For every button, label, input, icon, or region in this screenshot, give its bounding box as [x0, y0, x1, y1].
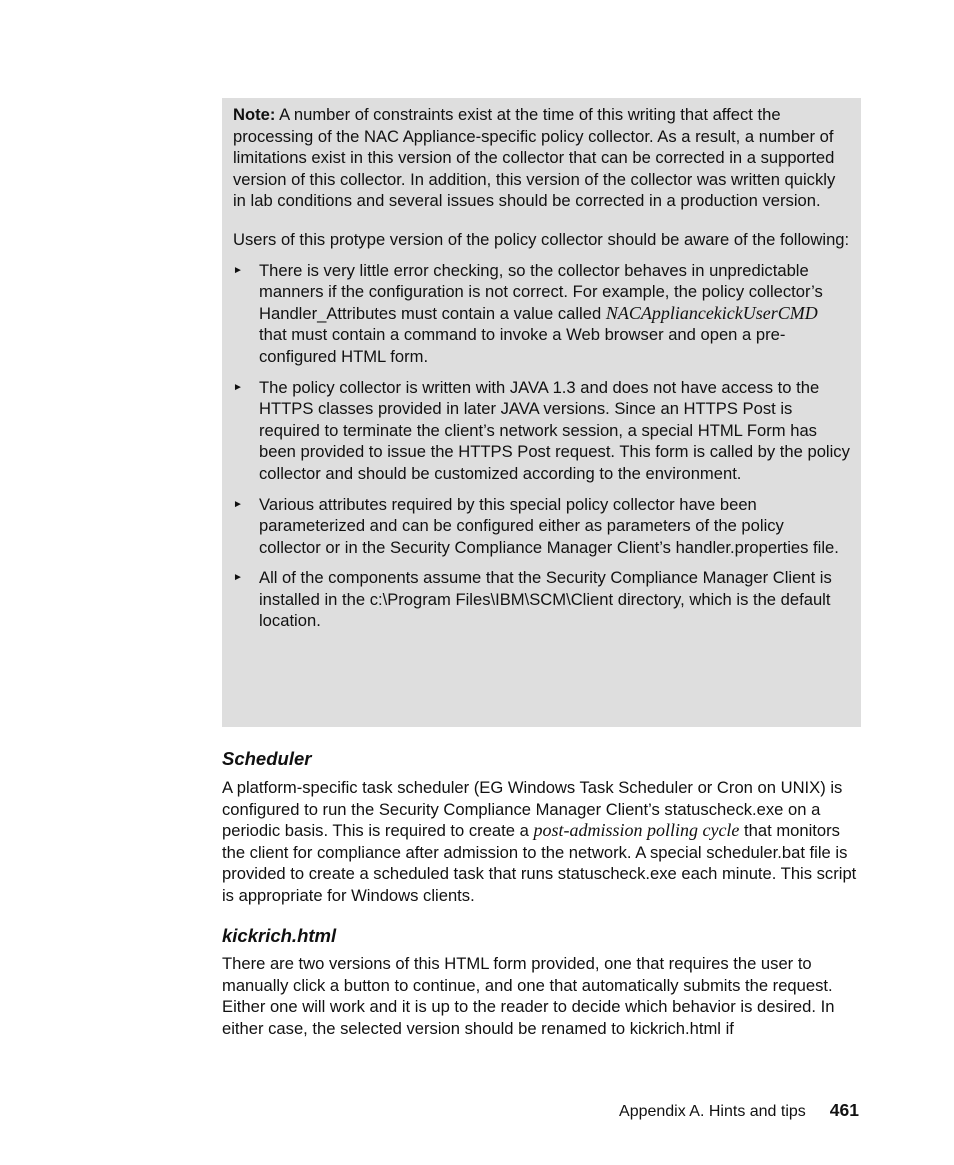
bullet-text: Various attributes required by this special policy collector have been parameterized and can be configured either as parameters of the policy collector or in the Security Compliance Manager Client’s handler.properties file.	[259, 494, 839, 557]
triangle-bullet-icon: ►	[233, 264, 243, 276]
page-number: 461	[829, 1100, 859, 1120]
note-paragraph-2: Users of this protype version of the policy collector should be aware of the following:	[233, 229, 850, 249]
note-box	[222, 98, 861, 727]
triangle-bullet-icon: ►	[233, 572, 243, 584]
scheduler-text: that monitors the client for compliance after admission to the network. A special scheduler.bat file is provided to create a scheduled task that runs statuscheck.exe each minute. This script is appropriate for Windows clients.	[222, 821, 857, 905]
page-footer	[619, 1100, 859, 1121]
note-paragraph-1	[233, 104, 850, 212]
bullet-item-error-checking	[233, 260, 850, 368]
bullet-item-java	[233, 377, 850, 485]
kickrich-paragraph: There are two versions of this HTML form provided, one that requires the user to manually click a button to continue, and one that automatically submits the request. Either one will work and it is up to the reader to decide which behavior is desired. In either case, the selected version should be renamed to kickrich.html if	[222, 954, 835, 1038]
scheduler-emphasis: post-admission polling cycle	[533, 820, 740, 841]
scheduler-paragraph	[222, 777, 867, 907]
footer-section-title: Appendix A. Hints and tips	[619, 1103, 806, 1120]
note-label: Note:	[233, 105, 276, 124]
note-bullet-list	[233, 260, 850, 633]
bullet-text: All of the components assume that the Security Compliance Manager Client is installed in the c:\Program Files\IBM\SCM\Client directory, which is the default location.	[259, 568, 832, 631]
scheduler-text: A platform-specific task scheduler (EG Windows Task Scheduler or Cron on UNIX) is configured to run the Security Compliance Manager Client’s statuscheck.exe on a periodic basis. This is required to create a	[222, 778, 843, 841]
triangle-bullet-icon: ►	[233, 498, 243, 510]
kickrich-heading: kickrich.html	[222, 925, 337, 946]
bullet-item-attributes	[233, 494, 850, 559]
bullet-text: There is very little error checking, so the collector behaves in unpredictable manners if the configuration is not correct. For example, the policy collector’s Handler_Attributes must contain a value called	[259, 260, 823, 323]
bullet-emphasis: NACAppliancekickUserCMD	[605, 302, 818, 323]
bullet-text: The policy collector is written with JAVA 1.3 and does not have access to the HTTPS classes provided in later JAVA versions. Since an HTTPS Post is required to terminate the client’s network session, a special HTML Form has been provided to issue the HTTPS Post request. This form is called by the policy collector and should be customized according to the environment.	[259, 377, 850, 483]
bullet-text: that must contain a command to invoke a Web browser and open a pre-configured HTML form.	[259, 325, 786, 366]
note-text-1: A number of constraints exist at the time of this writing that affect the processing of the NAC Appliance-specific policy collector. As a result, a number of limitations exist in this version of the collector that can be corrected in a supported version of this collector. In addition, this version of the collector was written quickly in lab conditions and several issues should be corrected in a production version.	[233, 105, 836, 211]
bullet-item-components	[233, 567, 850, 632]
triangle-bullet-icon: ►	[233, 381, 243, 393]
scheduler-heading: Scheduler	[222, 748, 312, 769]
